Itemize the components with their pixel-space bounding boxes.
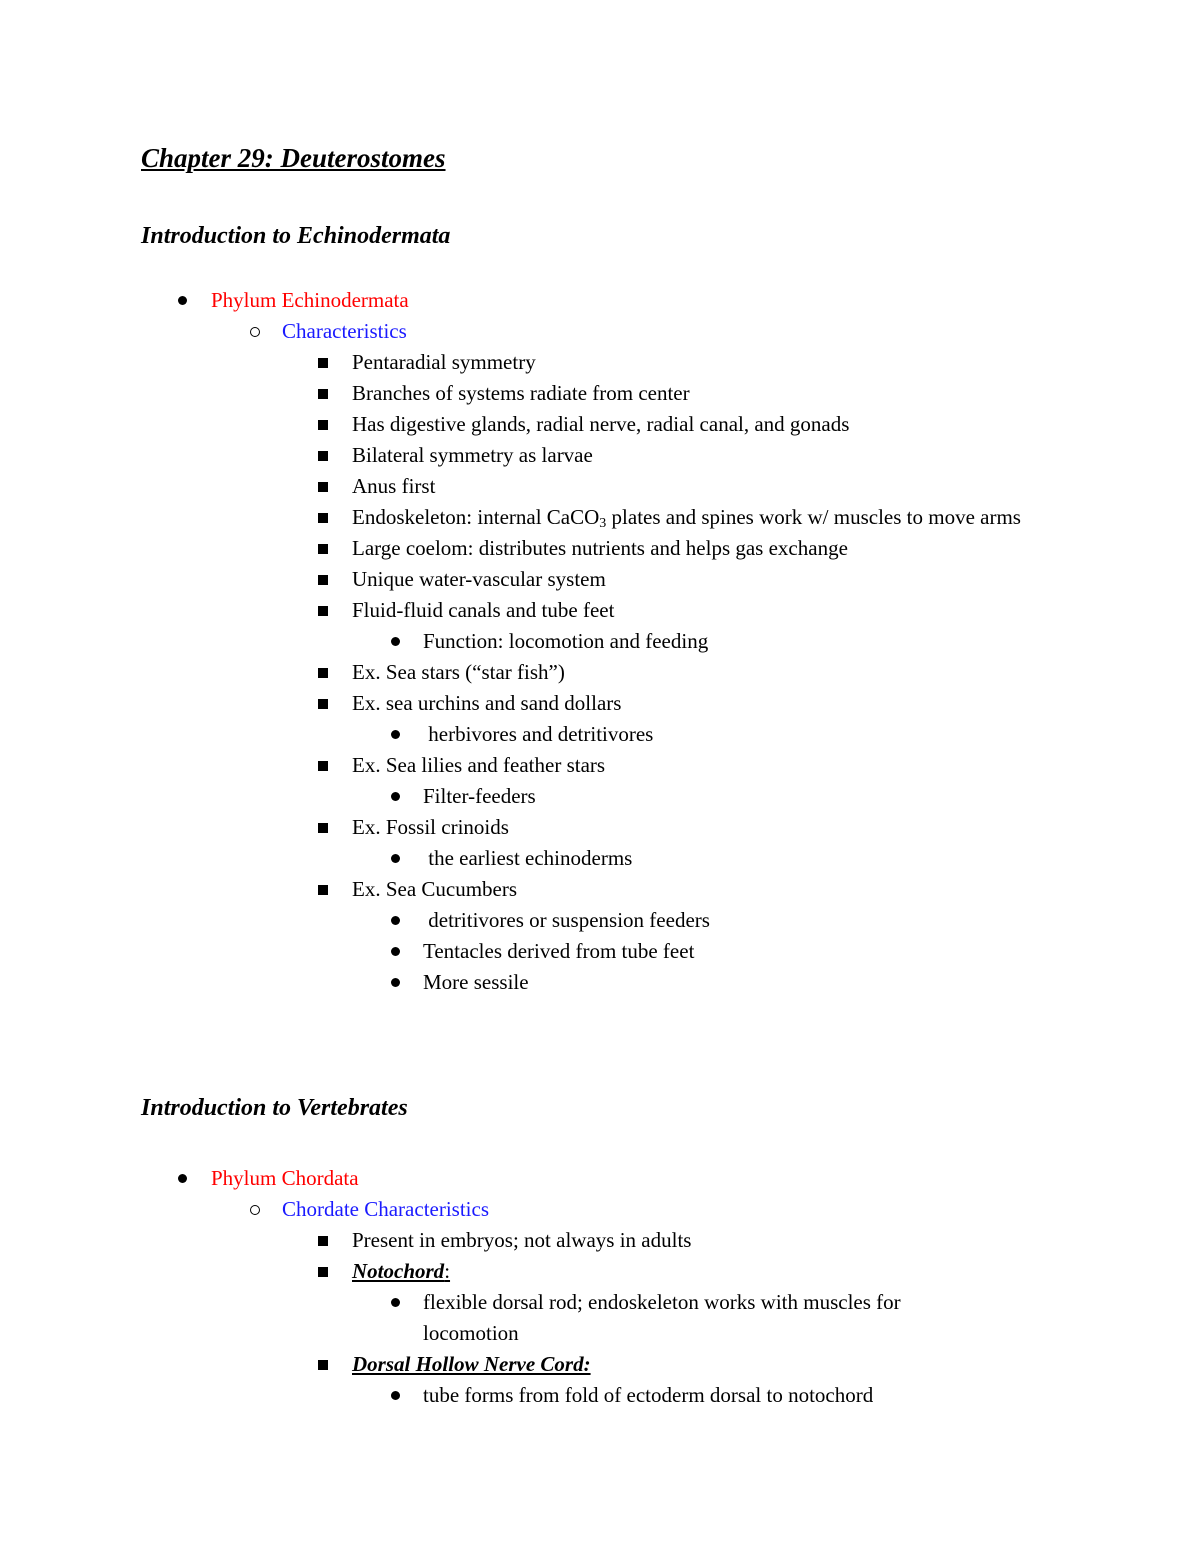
list-item bbox=[0, 595, 1200, 626]
item-text: Has digestive glands, radial nerve, radial canal, and gonads bbox=[352, 412, 850, 436]
bullet-square-icon bbox=[318, 409, 328, 440]
list-item bbox=[0, 1225, 1200, 1256]
list-item bbox=[0, 533, 1200, 564]
bullet-dot-icon bbox=[178, 285, 187, 316]
list-item bbox=[0, 626, 1200, 657]
list-item bbox=[0, 905, 1200, 936]
item-text: More sessile bbox=[423, 970, 529, 994]
list-item bbox=[0, 285, 1200, 316]
item-text: Pentaradial symmetry bbox=[352, 350, 536, 374]
bullet-square-icon bbox=[318, 812, 328, 843]
echinodermata-outline bbox=[0, 285, 1200, 998]
item-text: Ex. sea urchins and sand dollars bbox=[352, 691, 622, 715]
list-item bbox=[0, 874, 1200, 905]
bullet-square-icon bbox=[318, 657, 328, 688]
bullet-square-icon bbox=[318, 378, 328, 409]
list-item bbox=[0, 657, 1200, 688]
bullet-square-icon bbox=[318, 1256, 328, 1287]
phylum-label: Phylum Chordata bbox=[211, 1166, 359, 1190]
vertebrates-outline bbox=[0, 1163, 1200, 1411]
item-text: flexible dorsal rod; endoskeleton works with muscles for locomotion bbox=[423, 1290, 901, 1345]
item-text: Anus first bbox=[352, 474, 436, 498]
list-item bbox=[0, 750, 1200, 781]
list-item bbox=[0, 409, 1200, 440]
item-text: Function: locomotion and feeding bbox=[423, 629, 709, 653]
item-text: Unique water-vascular system bbox=[352, 567, 606, 591]
item-text: herbivores and detritivores bbox=[423, 722, 654, 746]
item-text: Filter-feeders bbox=[423, 784, 536, 808]
list-item bbox=[0, 1256, 1200, 1287]
list-item bbox=[0, 719, 1200, 750]
item-text: Ex. Sea stars (“star fish”) bbox=[352, 660, 565, 684]
bullet-dot-icon bbox=[391, 626, 400, 657]
item-text: Ex. Fossil crinoids bbox=[352, 815, 509, 839]
list-item bbox=[0, 812, 1200, 843]
term-colon: : bbox=[444, 1259, 451, 1283]
section-heading-vertebrates: Introduction to Vertebrates bbox=[141, 1095, 408, 1121]
section-heading-echinodermata: Introduction to Echinodermata bbox=[141, 223, 451, 249]
item-text: Ex. Sea lilies and feather stars bbox=[352, 753, 606, 777]
list-item bbox=[0, 688, 1200, 719]
subheading-label: Chordate Characteristics bbox=[282, 1197, 490, 1221]
bullet-square-icon bbox=[318, 347, 328, 378]
list-item bbox=[0, 564, 1200, 595]
bullet-dot-icon bbox=[391, 1287, 400, 1318]
list-item bbox=[0, 440, 1200, 471]
list-item bbox=[0, 1349, 1200, 1380]
bullet-dot-icon bbox=[391, 843, 400, 874]
bullet-dot-icon bbox=[178, 1163, 187, 1194]
list-item bbox=[0, 1163, 1200, 1194]
bullet-square-icon bbox=[318, 533, 328, 564]
item-text: Endoskeleton: internal CaCO$_3$ plates and spines work w/ muscles to move arms bbox=[352, 505, 1021, 531]
bullet-dot-icon bbox=[391, 781, 400, 812]
bullet-square-icon bbox=[318, 440, 328, 471]
bullet-dot-icon bbox=[391, 936, 400, 967]
list-item bbox=[0, 471, 1200, 502]
bullet-dot-icon bbox=[391, 719, 400, 750]
bullet-circle-icon bbox=[250, 316, 260, 347]
list-item bbox=[0, 1287, 1200, 1349]
bullet-square-icon bbox=[318, 1349, 328, 1380]
bullet-square-icon bbox=[318, 688, 328, 719]
item-text: Large coelom: distributes nutrients and helps gas exchange bbox=[352, 536, 848, 560]
list-item bbox=[0, 781, 1200, 812]
bullet-square-icon bbox=[318, 564, 328, 595]
item-text: Tentacles derived from tube feet bbox=[423, 939, 695, 963]
bullet-square-icon bbox=[318, 1225, 328, 1256]
item-text: Branches of systems radiate from center bbox=[352, 381, 690, 405]
term-notochord: Notochord bbox=[352, 1259, 445, 1283]
bullet-dot-icon bbox=[391, 967, 400, 998]
item-text: tube forms from fold of ectoderm dorsal to notochord bbox=[423, 1383, 874, 1407]
list-item bbox=[0, 936, 1200, 967]
page-title: Chapter 29: Deuterostomes bbox=[141, 143, 446, 173]
item-text: Bilateral symmetry as larvae bbox=[352, 443, 593, 467]
item-text: Fluid-fluid canals and tube feet bbox=[352, 598, 615, 622]
list-item bbox=[0, 502, 1200, 533]
item-text: detritivores or suspension feeders bbox=[423, 908, 710, 932]
subheading-label: Characteristics bbox=[282, 319, 407, 343]
list-item bbox=[0, 967, 1200, 998]
bullet-dot-icon bbox=[391, 905, 400, 936]
list-item bbox=[0, 316, 1200, 347]
list-item bbox=[0, 347, 1200, 378]
list-item bbox=[0, 1380, 1200, 1411]
bullet-square-icon bbox=[318, 471, 328, 502]
list-item bbox=[0, 378, 1200, 409]
bullet-dot-icon bbox=[391, 1380, 400, 1411]
bullet-square-icon bbox=[318, 502, 328, 533]
list-item bbox=[0, 843, 1200, 874]
item-text: Ex. Sea Cucumbers bbox=[352, 877, 518, 901]
term-dorsal-hollow-nerve-cord: Dorsal Hollow Nerve Cord: bbox=[352, 1352, 591, 1376]
bullet-square-icon bbox=[318, 595, 328, 626]
item-text: the earliest echinoderms bbox=[423, 846, 633, 870]
bullet-square-icon bbox=[318, 750, 328, 781]
bullet-square-icon bbox=[318, 874, 328, 905]
item-text: Present in embryos; not always in adults bbox=[352, 1228, 692, 1252]
list-item bbox=[0, 1194, 1200, 1225]
bullet-circle-icon bbox=[250, 1194, 260, 1225]
phylum-label: Phylum Echinodermata bbox=[211, 288, 409, 312]
